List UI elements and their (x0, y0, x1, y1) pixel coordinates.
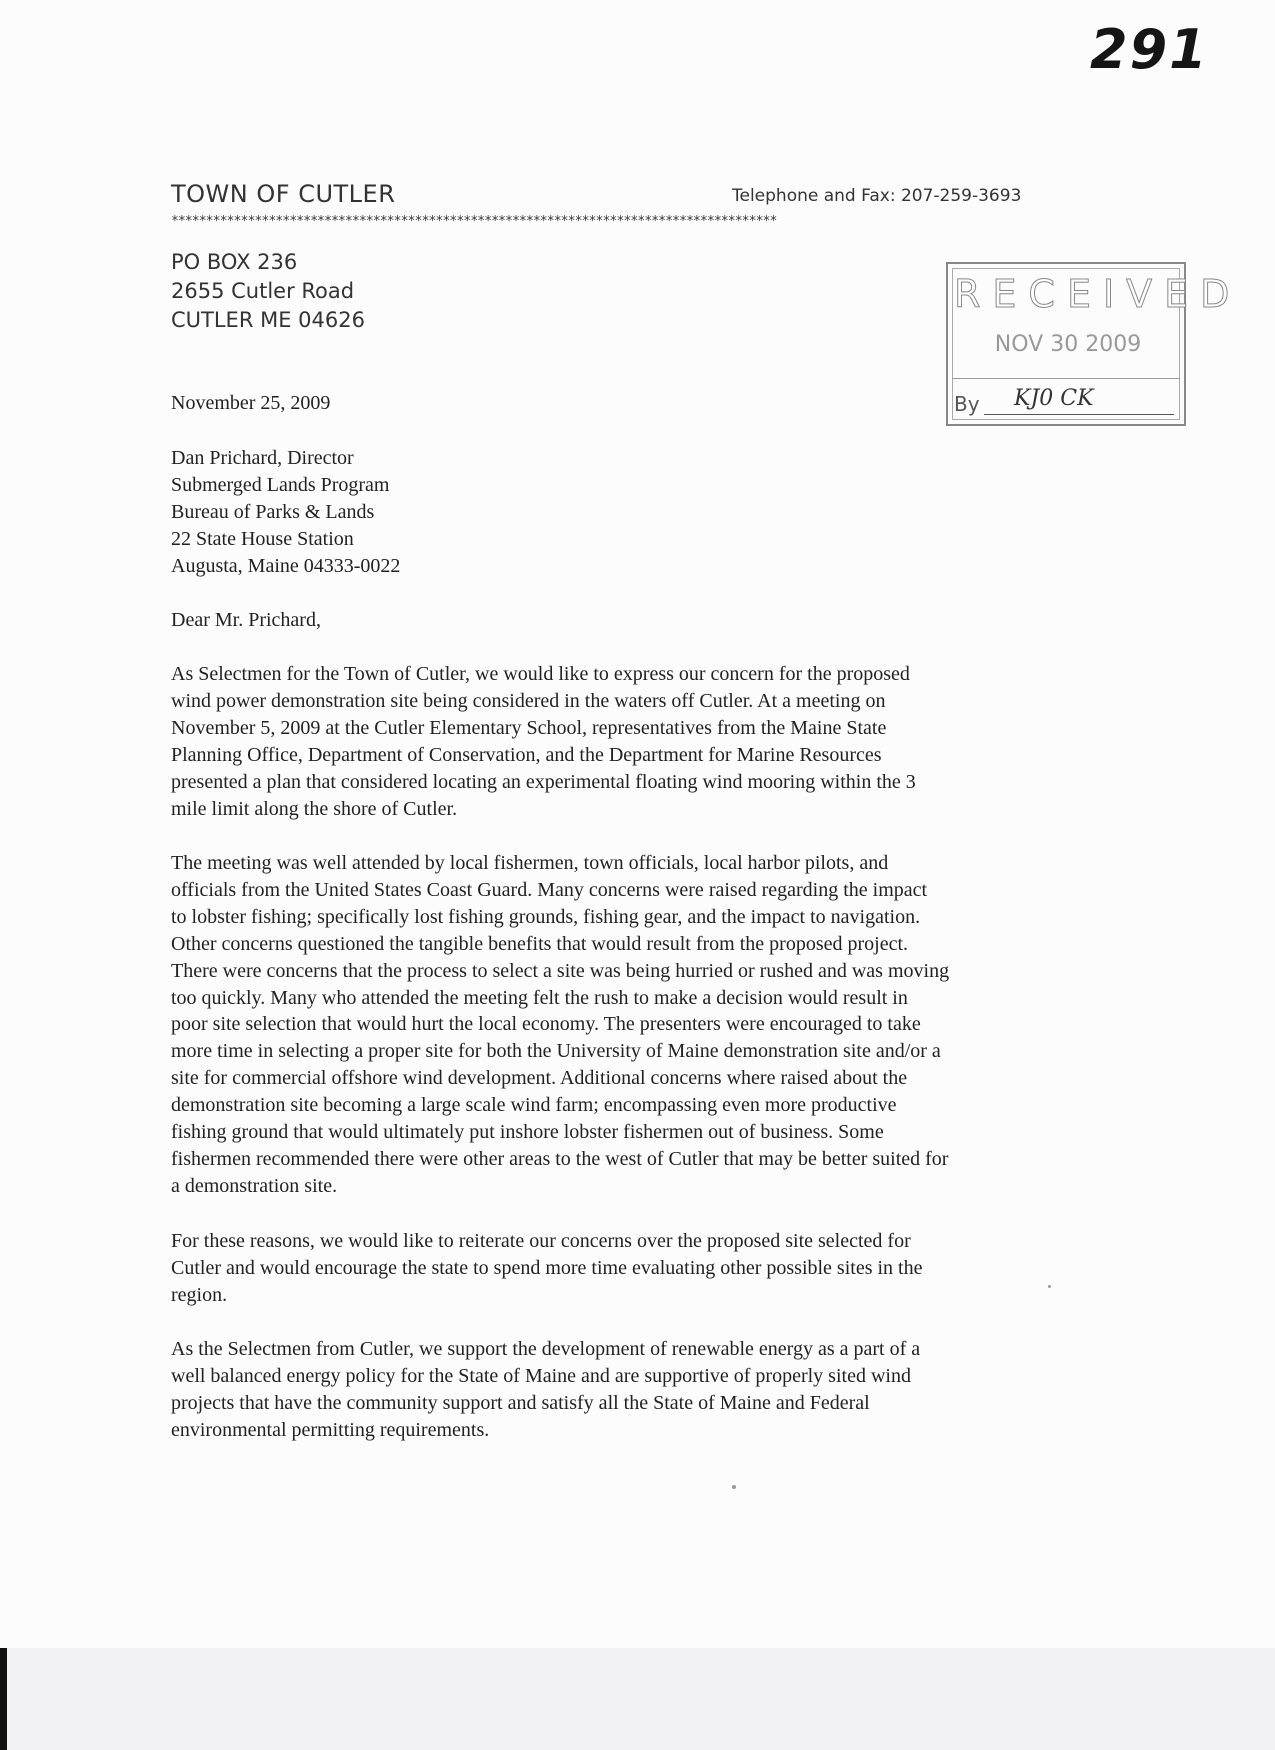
letterhead-phone: Telephone and Fax: 207-259-3693 (732, 186, 1022, 206)
scan-bottom-band (0, 1648, 1275, 1750)
paragraph-line: wind power demonstration site being considered in the waters off Cutler. At a meeting on (171, 689, 886, 712)
paragraph-line: region. (171, 1283, 228, 1306)
paragraph-line: The meeting was well attended by local fishermen, town officials, local harbor pilots, and (171, 852, 889, 874)
paragraph-line: As Selectmen for the Town of Cutler, we would like to express our concern for the proposed (171, 663, 910, 685)
paragraph-line: more time in selecting a proper site for both the University of Maine demonstration site and/or a (171, 1040, 941, 1063)
paragraph-line: demonstration site becoming a large scale wind farm; encompassing even more productive (171, 1094, 897, 1117)
paragraph-line: projects that have the community support and satisfy all the State of Maine and Federal (171, 1391, 870, 1414)
recipient-line: Augusta, Maine 04333-0022 (171, 555, 401, 577)
recipient-line: Submerged Lands Program (171, 474, 390, 496)
recipient-address (171, 445, 400, 580)
paragraph-line: November 5, 2009 at the Cutler Elementary School, representatives from the Maine State (171, 716, 887, 739)
received-stamp (946, 262, 1242, 426)
paragraph-line: For these reasons, we would like to reiterate our concerns over the proposed site selected for (171, 1230, 911, 1252)
recipient-line: Bureau of Parks & Lands (171, 501, 375, 523)
scan-left-edge (0, 1648, 7, 1750)
body-paragraph (171, 1228, 1091, 1309)
paragraph-line: fishing ground that would ultimately put inshore lobster fishermen out of business. Some (171, 1121, 884, 1144)
salutation: Dear Mr. Prichard, (171, 609, 321, 631)
stamp-received-text: RECEIVED (954, 272, 1242, 316)
address-line: CUTLER ME 04626 (171, 308, 365, 332)
letterhead-org-name: TOWN OF CUTLER (171, 180, 396, 208)
handwritten-page-number: 291 (1090, 18, 1209, 81)
recipient-line: Dan Prichard, Director (171, 447, 354, 469)
paragraph-line: well balanced energy policy for the State of Maine and are supportive of properly sited wind (171, 1364, 911, 1387)
body-paragraph (171, 661, 1091, 822)
letterhead-divider: *************************************************************************************** (171, 214, 777, 229)
body-paragraph (171, 1336, 1091, 1444)
paragraph-line: As the Selectmen from Cutler, we support the development of renewable energy as a part of a (171, 1338, 921, 1360)
scan-speck (1048, 1285, 1051, 1288)
scan-speck (732, 1485, 736, 1489)
paragraph-line: a demonstration site. (171, 1174, 338, 1197)
paragraph-line: Planning Office, Department of Conservation, and the Department for Marine Resources (171, 743, 882, 766)
paragraph-line: poor site selection that would hurt the local economy. The presenters were encouraged to take (171, 1013, 921, 1036)
paragraph-line: environmental permitting requirements. (171, 1418, 490, 1441)
paragraph-line: presented a plan that considered locating an experimental floating wind mooring within the 3 (171, 770, 916, 793)
stamp-signature-line (984, 414, 1174, 415)
paragraph-line: too quickly. Many who attended the meeting felt the rush to make a decision would result in (171, 986, 908, 1009)
paragraph-line: Cutler and would encourage the state to spend more time evaluating other possible sites in the (171, 1256, 923, 1279)
stamp-by-label: By (954, 392, 980, 416)
address-line: 2655 Cutler Road (171, 279, 355, 303)
body-paragraph (171, 850, 1091, 1200)
paragraph-line: fishermen recommended there were other areas to the west of Cutler that may be better suited for (171, 1147, 949, 1170)
letter-date: November 25, 2009 (171, 392, 331, 414)
address-line: PO BOX 236 (171, 250, 298, 274)
stamp-date: NOV 30 2009 (994, 332, 1142, 357)
stamp-divider (952, 378, 1180, 379)
recipient-line: 22 State House Station (171, 528, 354, 550)
paragraph-line: Other concerns questioned the tangible benefits that would result from the proposed project. (171, 932, 909, 955)
paragraph-line: officials from the United States Coast Guard. Many concerns were raised regarding the impact (171, 878, 928, 901)
sender-address (171, 248, 365, 335)
paragraph-line: to lobster fishing; specifically lost fishing grounds, fishing gear, and the impact to navigation. (171, 905, 921, 928)
paragraph-line: site for commercial offshore wind development. Additional concerns where raised about the (171, 1067, 908, 1090)
stamp-initials: KJ0 CK (1014, 386, 1094, 411)
paragraph-line: There were concerns that the process to select a site was being hurried or rushed and was moving (171, 959, 950, 982)
paragraph-line: mile limit along the shore of Cutler. (171, 797, 458, 820)
